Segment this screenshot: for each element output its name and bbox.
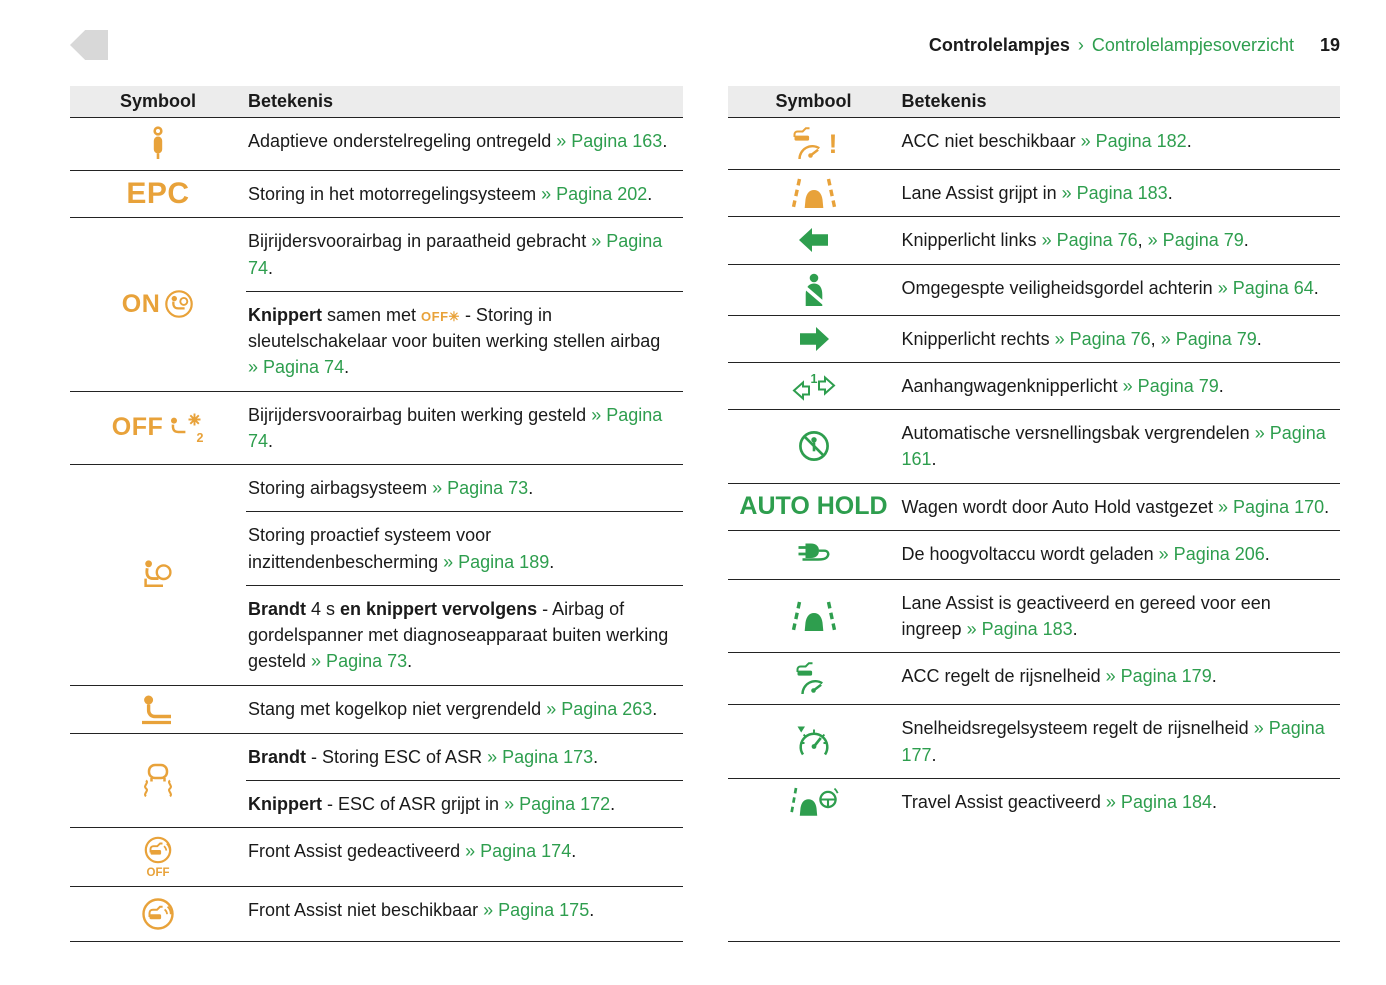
page-reference-link[interactable]: » Pagina 76: [1054, 328, 1151, 349]
meaning-cell: [246, 780, 683, 827]
text-segment: Knipperlicht rechts: [901, 328, 1055, 349]
text-segment: Stang met kogelkop niet vergrendeld: [248, 698, 547, 719]
page-reference-link[interactable]: » Pagina 179: [1105, 666, 1212, 687]
symbol-cell: [728, 705, 900, 778]
text-segment: - Storing in sleutelschakelaar voor buiten werking stellen airbag: [248, 304, 661, 352]
breadcrumb-section: Controlelampjes: [928, 34, 1070, 55]
table-group-row: [70, 117, 683, 170]
meaning-cell: [246, 828, 683, 874]
table-group-row: [728, 409, 1341, 483]
bold-text: Knippert: [248, 793, 322, 814]
page-reference-link[interactable]: » Pagina 174: [465, 841, 572, 862]
page-reference-link[interactable]: » Pagina 161: [901, 423, 1326, 470]
meaning-cell: [900, 170, 1341, 216]
table-group-row: [70, 170, 683, 217]
text-segment: 4 s: [306, 598, 341, 619]
meaning-cell: [246, 218, 683, 291]
table-group-row: [728, 483, 1341, 530]
turn-signal-left-icon: [798, 227, 830, 253]
text-segment: .: [662, 131, 668, 151]
table-group-row: [728, 778, 1341, 825]
travel-assist-icon: [789, 787, 839, 817]
text-segment: .: [268, 257, 274, 278]
table-group-row: [728, 264, 1341, 315]
epc-icon: EPC: [126, 177, 190, 211]
table-group-row: [728, 704, 1341, 778]
page-reference-link[interactable]: » Pagina 74: [248, 231, 663, 278]
table-group-row: [70, 685, 683, 733]
cruise-control-icon: [796, 725, 832, 759]
page-edge-arrow-icon: [70, 30, 108, 60]
symbol-cell: [728, 653, 900, 704]
table-header-row: [728, 86, 1341, 117]
auto-hold-icon: AUTO HOLD: [739, 492, 888, 521]
text-segment: .: [1243, 230, 1249, 251]
symbol-cell: [728, 779, 900, 825]
text-segment: .: [1186, 131, 1192, 151]
symbol-cell: [70, 171, 246, 217]
text-segment: Travel Assist geactiveerd: [901, 791, 1106, 812]
symbol-cell: [728, 580, 900, 653]
table-group-row: [728, 362, 1341, 409]
text-segment: samen met: [322, 304, 422, 325]
text-segment: Bijrijdersvoorairbag in paraatheid gebracht: [248, 231, 592, 252]
meaning-cell: [900, 653, 1341, 699]
text-segment: .: [1324, 496, 1330, 517]
acc-active-icon: [793, 661, 835, 696]
meaning-cell: [900, 265, 1341, 311]
table-group-row: [728, 579, 1341, 653]
symbol-cell: [70, 828, 246, 886]
bold-text: Brandt: [248, 598, 306, 619]
text-segment: De hoogvoltaccu wordt geladen: [901, 543, 1159, 564]
page-reference-link[interactable]: » Pagina 183: [966, 619, 1073, 640]
page-reference-link[interactable]: » Pagina 183: [1061, 183, 1168, 203]
page-header: [70, 28, 1340, 62]
text-segment: ,: [1150, 328, 1161, 349]
text-segment: Storing proactief systeem voor inzittendenbescherming: [248, 525, 492, 572]
text-segment: .: [1072, 619, 1078, 640]
page-reference-link[interactable]: » Pagina 173: [487, 746, 594, 767]
symbol-cell: [728, 531, 900, 579]
passenger-airbag-off-inline-icon: OFF✳: [421, 308, 460, 324]
text-segment: Aanhangwagenknipperlicht: [901, 375, 1123, 396]
meaning-cell: [900, 363, 1341, 409]
meaning-cell: [900, 410, 1341, 483]
text-segment: .: [647, 184, 653, 204]
text-segment: .: [589, 900, 595, 921]
page-reference-link[interactable]: » Pagina 177: [901, 718, 1325, 765]
page-reference-link[interactable]: » Pagina 175: [483, 900, 590, 921]
text-segment: .: [1218, 375, 1224, 396]
symbol-cell: [728, 316, 900, 362]
text-segment: Snelheidsregelsysteem regelt de rijsnelheid: [901, 718, 1254, 739]
bold-text: Brandt: [248, 746, 306, 767]
table-header-row: [70, 86, 683, 117]
page-reference-link[interactable]: » Pagina 184: [1105, 791, 1213, 812]
table-group-row: [728, 652, 1341, 704]
meaning-cell: [900, 118, 1341, 164]
airbag-system-icon: [140, 558, 176, 592]
symbol-cell: [70, 118, 246, 170]
hv-battery-charging-icon: [796, 539, 832, 571]
text-segment: - Airbag of gordelspanner met diagnoseapparaat buiten werking gesteld: [248, 598, 669, 672]
text-segment: .: [1167, 183, 1173, 203]
symbol-cell: [70, 465, 246, 685]
page-reference-link[interactable]: » Pagina 79: [1122, 375, 1219, 396]
column-header-meaning: Betekenis: [248, 91, 334, 111]
meaning-cell: [246, 686, 683, 732]
page-reference-link[interactable]: » Pagina 79: [1147, 230, 1244, 251]
table-group-row: [70, 827, 683, 886]
passenger-airbag-on-icon: ON: [122, 289, 195, 319]
bold-text: Knippert: [248, 304, 322, 325]
front-assist-off-icon: [139, 836, 177, 878]
meaning-cell: [900, 580, 1341, 653]
symbol-cell: [728, 217, 900, 263]
text-segment: .: [1264, 543, 1270, 564]
page-reference-link[interactable]: » Pagina 206: [1158, 543, 1265, 564]
column-header-symbol: Symbool: [119, 91, 196, 111]
text-segment: .: [571, 841, 577, 862]
symbol-cell: [728, 170, 900, 216]
front-assist-icon: [139, 895, 177, 933]
text-segment: - Storing ESC of ASR: [306, 746, 488, 767]
gearbox-lock-icon: [797, 429, 831, 463]
text-segment: .: [931, 449, 937, 470]
acc-unavailable-icon: [790, 126, 837, 161]
page-reference-link[interactable]: » Pagina 172: [504, 793, 611, 814]
meaning-cell: [246, 291, 683, 391]
text-segment: .: [1212, 791, 1218, 812]
text-segment: .: [528, 478, 534, 499]
trailer-turn-signal-icon: [792, 371, 836, 401]
meaning-cell: [900, 779, 1341, 825]
text-segment: Adaptieve onderstelregeling ontregeld: [248, 131, 557, 151]
text-segment: ACC regelt de rijsnelheid: [901, 666, 1106, 687]
warning-lights-table-left: [70, 86, 683, 942]
text-segment: Storing in het motorregelingsysteem: [248, 184, 542, 204]
column-header-meaning: Betekenis: [901, 91, 987, 111]
text-segment: .: [1256, 328, 1262, 349]
meaning-cell: [246, 392, 683, 465]
text-segment: Storing airbagsysteem: [248, 478, 433, 499]
meaning-cell: [900, 531, 1341, 577]
page-reference-link[interactable]: » Pagina 182: [1080, 131, 1187, 151]
text-segment: ,: [1137, 230, 1148, 251]
lane-assist-intervene-icon: [790, 178, 838, 208]
symbol-cell: [70, 392, 246, 465]
meaning-cell: [246, 585, 683, 685]
text-segment: Lane Assist is geactiveerd en gereed voor een ingreep: [901, 592, 1271, 640]
text-segment: .: [268, 430, 274, 451]
text-segment: Wagen wordt door Auto Hold vastgezet: [901, 496, 1219, 517]
text-segment: .: [1313, 277, 1319, 298]
meaning-cell: [246, 511, 683, 585]
text-segment: Omgegespte veiligheidsgordel achterin: [901, 277, 1218, 298]
text-segment: Knipperlicht links: [901, 230, 1042, 251]
turn-signal-right-icon: [798, 326, 830, 352]
symbol-cell: [70, 686, 246, 733]
meaning-cell: [246, 734, 683, 780]
text-segment: ACC niet beschikbaar: [901, 131, 1081, 151]
lane-assist-active-icon: [790, 601, 838, 631]
text-segment: .: [549, 551, 555, 572]
text-segment: Lane Assist grijpt in: [901, 183, 1062, 203]
text-segment: .: [593, 746, 599, 767]
meaning-cell: [246, 118, 683, 164]
two-column-layout: [70, 86, 1340, 942]
breadcrumb-subsection: Controlelampjesoverzicht: [1091, 34, 1294, 55]
svg-text:1: 1: [810, 371, 817, 386]
symbol-cell: [728, 484, 900, 530]
text-segment: .: [344, 357, 350, 378]
table-group-row: [728, 315, 1341, 362]
table-group-row: [70, 391, 683, 465]
page-reference-link[interactable]: » Pagina 74: [248, 357, 345, 378]
page-number: 19: [1319, 34, 1340, 55]
symbol-cell: [70, 734, 246, 828]
text-segment: - ESC of ASR grijpt in: [322, 793, 505, 814]
meaning-cell: [900, 705, 1341, 778]
breadcrumb-separator-icon: ›: [1077, 34, 1084, 55]
table-group-row: [728, 530, 1341, 579]
page-reference-link[interactable]: » Pagina 163: [556, 131, 663, 151]
symbol-cell: [70, 218, 246, 390]
table-group-row: [70, 733, 683, 828]
svg-text:2: 2: [196, 430, 204, 444]
towbar-icon: [140, 694, 176, 725]
text-segment: .: [610, 793, 616, 814]
meaning-cell: [246, 465, 683, 511]
meaning-cell: [246, 887, 683, 933]
adaptive-suspension-icon: [148, 126, 168, 162]
svg-text:!: !: [828, 129, 837, 159]
page-reference-link[interactable]: » Pagina 73: [432, 478, 529, 499]
symbol-cell: [728, 363, 900, 409]
page-reference-link[interactable]: » Pagina 202: [541, 184, 648, 204]
text-segment: Bijrijdersvoorairbag buiten werking gesteld: [248, 404, 592, 425]
page-reference-link[interactable]: » Pagina 74: [248, 404, 663, 451]
text-segment: .: [1211, 666, 1217, 687]
symbol-cell: [728, 265, 900, 315]
text-segment: Front Assist niet beschikbaar: [248, 900, 484, 921]
warning-lights-table-right: [728, 86, 1341, 942]
page-reference-link[interactable]: » Pagina 79: [1160, 328, 1257, 349]
passenger-airbag-off-icon: OFF 2: [111, 413, 204, 444]
page-reference-link[interactable]: » Pagina 64: [1217, 277, 1314, 298]
table-group-row: [728, 169, 1341, 216]
table-group-row: [70, 464, 683, 685]
text-segment: .: [931, 744, 937, 765]
page-reference-link[interactable]: » Pagina 170: [1218, 496, 1325, 517]
bold-text: en knippert vervolgens: [340, 598, 538, 619]
breadcrumb: [929, 35, 1340, 56]
page-reference-link[interactable]: » Pagina 263: [546, 698, 653, 719]
meaning-cell: [900, 316, 1341, 362]
page-reference-link[interactable]: » Pagina 76: [1041, 230, 1138, 251]
page-reference-link[interactable]: » Pagina 73: [311, 651, 408, 672]
table-group-row: [70, 886, 683, 941]
svg-text:OFF: OFF: [146, 867, 170, 879]
text-segment: .: [652, 698, 658, 719]
meaning-cell: [900, 217, 1341, 263]
table-group-row: [728, 216, 1341, 263]
table-group-row: [70, 217, 683, 390]
seatbelt-rear-icon: [800, 273, 828, 307]
text-segment: Front Assist gedeactiveerd: [248, 841, 466, 862]
table-group-row: [728, 117, 1341, 169]
symbol-cell: [728, 118, 900, 169]
text-segment: Automatische versnellingsbak vergrendelen: [901, 423, 1255, 444]
symbol-cell: [728, 410, 900, 483]
meaning-cell: [246, 171, 683, 217]
symbol-cell: [70, 887, 246, 941]
meaning-cell: [900, 484, 1341, 530]
column-header-symbol: Symbool: [775, 91, 852, 111]
page-reference-link[interactable]: » Pagina 189: [443, 551, 550, 572]
text-segment: .: [407, 651, 413, 672]
esc-icon: [139, 763, 177, 797]
